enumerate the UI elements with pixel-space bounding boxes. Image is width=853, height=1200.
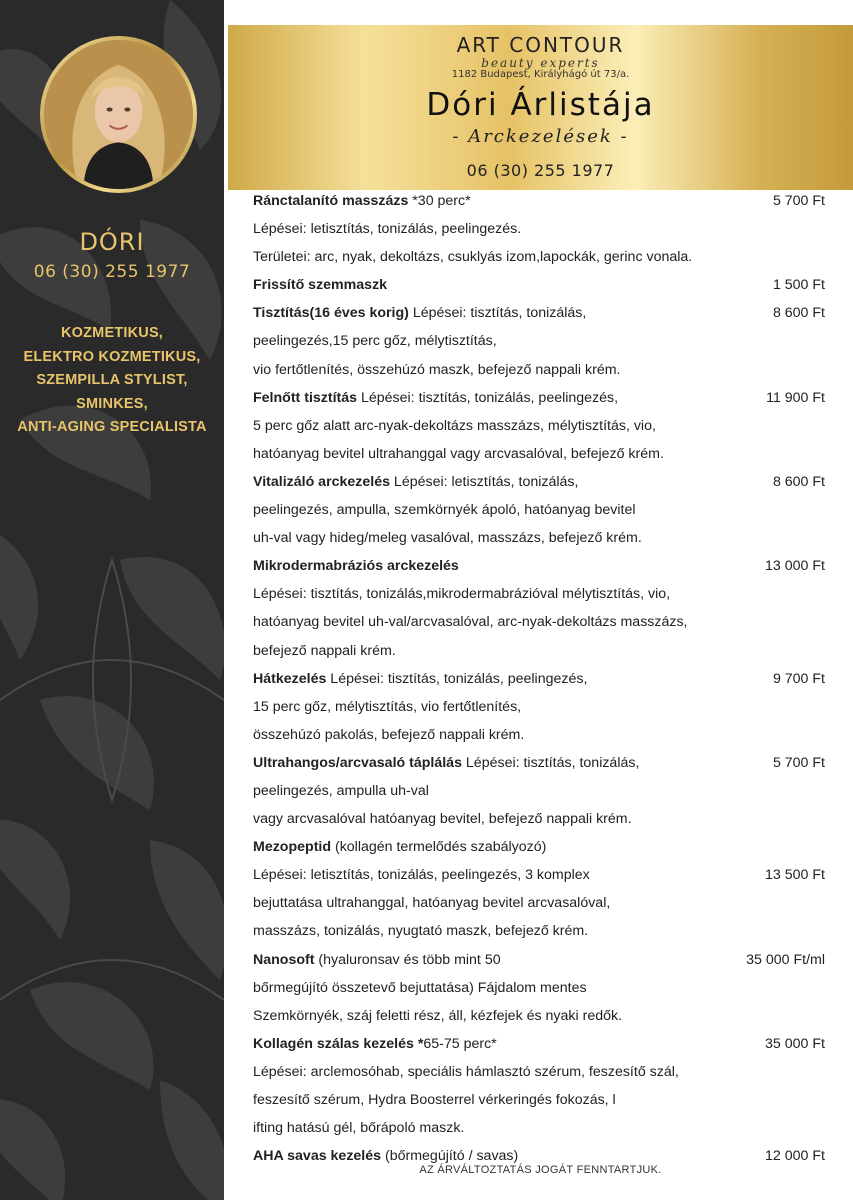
item-name: Tisztítás(16 éves korig) bbox=[253, 305, 409, 322]
price-item bbox=[253, 1030, 825, 1142]
item-first-line bbox=[253, 1030, 825, 1058]
item-description-line bbox=[253, 440, 825, 468]
item-first-line bbox=[253, 833, 825, 861]
item-description: 65-75 perc* bbox=[423, 1035, 497, 1052]
item-description: hatóanyag bevitel ultrahanggal vagy arcvasalóval, befejező krém. bbox=[253, 445, 664, 462]
item-name: Mezopeptid bbox=[253, 839, 332, 856]
item-description-line bbox=[253, 215, 825, 243]
item-name: Ultrahangos/arcvasaló táplálás bbox=[253, 754, 462, 771]
item-description: Lépései: letisztítás, tonizálás, bbox=[389, 473, 579, 490]
item-description-line bbox=[253, 1086, 825, 1114]
item-first-line bbox=[253, 468, 825, 496]
item-description: Szemkörnyék, száj feletti rész, áll, kézfejek és nyaki redők. bbox=[253, 1007, 623, 1024]
item-description: 5 perc gőz alatt arc-nyak-dekoltázs masszázs, mélytisztítás, vio, bbox=[253, 417, 656, 434]
item-description-line bbox=[253, 412, 825, 440]
item-price: 12 000 Ft bbox=[765, 1148, 825, 1165]
job-title: SZEMPILLA STYLIST, bbox=[36, 372, 188, 388]
item-description: összehúzó pakolás, befejező nappali krém. bbox=[253, 726, 525, 743]
item-description: *30 perc* bbox=[408, 193, 471, 209]
item-first-line bbox=[253, 665, 825, 693]
sidebar-panel bbox=[0, 0, 224, 1200]
brand-logo: ART CONTOUR bbox=[456, 33, 625, 57]
item-description-line bbox=[253, 805, 825, 833]
item-description: Lépései: letisztítás, tonizálás, peelingezés, 3 komplex bbox=[253, 867, 590, 884]
item-description-line bbox=[253, 327, 825, 355]
item-description-line bbox=[253, 580, 825, 608]
job-title: ELEKTRO KOZMETIKUS, bbox=[23, 348, 201, 365]
item-description: feszesítő szérum, Hydra Boosterrel vérkeringés fokozás, l bbox=[253, 1092, 616, 1108]
item-description: peelingezés, ampulla uh-val bbox=[253, 782, 429, 799]
avatar-frame bbox=[40, 36, 197, 193]
item-name: Felnőtt tisztítás bbox=[253, 389, 358, 406]
item-description: bőrmegújító összetevő bejuttatása) Fájdalom mentes bbox=[253, 979, 587, 996]
person-name: DÓRI bbox=[79, 228, 145, 256]
item-description-line bbox=[253, 1114, 825, 1142]
item-description: Lépései: tisztítás, tonizálás, peelingezés, bbox=[326, 670, 588, 687]
job-titles bbox=[0, 322, 224, 440]
price-list bbox=[253, 187, 825, 1170]
item-description: vagy arcvasalóval hatóanyag bevitel, befejező nappali krém. bbox=[253, 811, 632, 828]
item-price: 13 000 Ft bbox=[765, 558, 825, 575]
item-description: Lépései: tisztítás, tonizálás, peelingezés, bbox=[357, 389, 619, 406]
item-price: 35 000 Ft bbox=[765, 1035, 825, 1052]
item-description: masszázs, tonizálás, nyugtató maszk, befejező krém. bbox=[253, 923, 589, 940]
job-title: SMINKES, bbox=[76, 395, 148, 412]
item-first-line bbox=[253, 946, 825, 974]
item-price: 11 900 Ft bbox=[766, 389, 825, 406]
price-item bbox=[253, 946, 825, 1030]
item-name: Hátkezelés bbox=[253, 670, 327, 687]
item-name: Ránctalanító masszázs bbox=[253, 193, 409, 209]
item-description: ifting hatású gél, bőrápoló maszk. bbox=[253, 1120, 465, 1137]
item-description: Lépései: tisztítás, tonizálás, bbox=[408, 305, 587, 322]
item-description: Lépései: tisztítás, tonizálás,mikrodermabrázióval mélytisztítás, vio, bbox=[253, 586, 671, 603]
item-description: Lépései: arclemosóhab, speciális hámlasztó szérum, feszesítő szál, bbox=[253, 1063, 679, 1080]
price-item bbox=[253, 665, 825, 749]
item-description-line bbox=[253, 889, 825, 917]
avatar bbox=[44, 40, 193, 189]
price-item bbox=[253, 299, 825, 383]
item-description: Lépései: letisztítás, tonizálás, peelingezés. bbox=[253, 221, 522, 238]
item-first-line bbox=[253, 749, 825, 777]
item-description-line bbox=[253, 1002, 825, 1030]
item-description-line bbox=[253, 693, 825, 721]
header-phone: 06 (30) 255 1977 bbox=[466, 161, 615, 180]
item-name: AHA savas kezelés bbox=[253, 1148, 382, 1165]
item-name: Vitalizáló arckezelés bbox=[253, 473, 390, 490]
item-description-line bbox=[253, 496, 825, 524]
price-item bbox=[253, 833, 825, 945]
item-first-line bbox=[253, 384, 825, 412]
item-description: Területei: arc, nyak, dekoltázs, csuklyás izom,lapockák, gerinc vonala. bbox=[253, 249, 693, 266]
item-name: Frissítő szemmaszk bbox=[253, 277, 388, 294]
item-name: Nanosoft bbox=[253, 951, 315, 968]
page-title: Dóri Árlistája bbox=[426, 87, 655, 123]
item-description-line bbox=[253, 356, 825, 384]
person-phone: 06 (30) 255 1977 bbox=[33, 262, 191, 282]
item-price: 35 000 Ft/ml bbox=[746, 951, 825, 968]
item-description-line bbox=[253, 637, 825, 665]
brand-tagline: beauty experts bbox=[481, 56, 600, 70]
item-description-line bbox=[253, 861, 825, 889]
item-description: Lépései: tisztítás, tonizálás, bbox=[461, 754, 640, 771]
item-description-line bbox=[253, 243, 825, 271]
salon-address: 1182 Budapest, Királyhágó út 73/a. bbox=[451, 69, 630, 80]
job-title: KOZMETIKUS, bbox=[60, 325, 164, 341]
item-price: 8 600 Ft bbox=[772, 473, 825, 490]
item-description: peelingezés,15 perc gőz, mélytisztítás, bbox=[253, 333, 497, 350]
item-description: vio fertőtlenítés, összehúzó maszk, befejező nappali krém. bbox=[253, 361, 621, 378]
price-item bbox=[253, 552, 825, 664]
item-first-line bbox=[253, 299, 825, 327]
item-description-line bbox=[253, 917, 825, 945]
item-first-line bbox=[253, 552, 825, 580]
item-description-line bbox=[253, 608, 825, 636]
item-price: 9 700 Ft bbox=[772, 670, 825, 687]
header-banner bbox=[228, 25, 853, 190]
item-first-line bbox=[253, 187, 825, 215]
item-description: bejuttatása ultrahanggal, hatóanyag bevitel arcvasalóval, bbox=[253, 895, 611, 912]
item-description: uh-val vagy hideg/meleg vasalóval, masszázs, befejező krém. bbox=[253, 530, 642, 547]
item-first-line bbox=[253, 271, 825, 299]
price-item bbox=[253, 468, 825, 552]
item-price: 1 500 Ft bbox=[772, 277, 825, 294]
job-title: ANTI-AGING SPECIALISTA bbox=[17, 419, 207, 435]
item-description: (kollagén termelődés szabályozó) bbox=[331, 839, 547, 856]
item-price: 5 700 Ft bbox=[772, 193, 825, 209]
item-description-line bbox=[253, 777, 825, 805]
item-price: 5 700 Ft bbox=[772, 754, 825, 771]
price-item bbox=[253, 271, 825, 299]
portrait-photo bbox=[44, 40, 193, 189]
item-description: befejező nappali krém. bbox=[253, 642, 396, 659]
item-description-line bbox=[253, 524, 825, 552]
item-price: 13 500 Ft bbox=[765, 867, 825, 884]
item-description: hatóanyag bevitel uh-val/arcvasalóval, arc-nyak-dekoltázs masszázs, bbox=[253, 614, 688, 631]
item-description: peelingezés, ampulla, szemkörnyék ápoló, hatóanyag bevitel bbox=[253, 502, 636, 519]
price-item bbox=[253, 187, 825, 271]
item-description: 15 perc gőz, mélytisztítás, vio fertőtlenítés, bbox=[253, 698, 522, 715]
item-description: (hyaluronsav és több mint 50 bbox=[314, 951, 501, 968]
page-subtitle: - Arckezelések - bbox=[452, 126, 629, 147]
footer-note: AZ ÁRVÁLTOZTATÁS JOGÁT FENNTARTJUK. bbox=[419, 1164, 662, 1176]
item-name: Mikrodermabráziós arckezelés bbox=[253, 558, 459, 575]
item-price: 8 600 Ft bbox=[772, 305, 825, 322]
item-description-line bbox=[253, 721, 825, 749]
price-item bbox=[253, 749, 825, 833]
price-item bbox=[253, 384, 825, 468]
item-description: (bőrmegújító / savas) bbox=[381, 1148, 519, 1165]
item-description-line bbox=[253, 974, 825, 1002]
item-description-line bbox=[253, 1058, 825, 1086]
item-name: Kollagén szálas kezelés * bbox=[253, 1035, 424, 1052]
